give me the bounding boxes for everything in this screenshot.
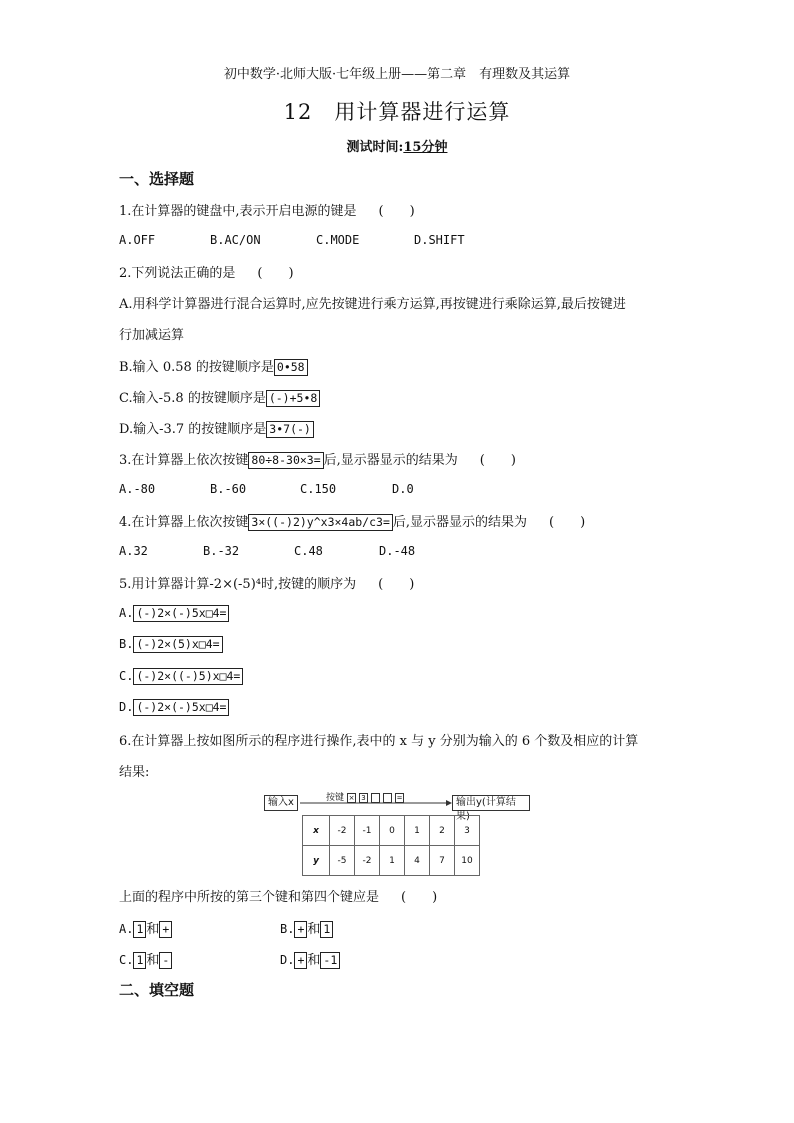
table-cell: 1 — [405, 816, 430, 846]
question-2-text: 2.下列说法正确的是 — [119, 266, 236, 281]
q3-option-c: C.150 — [300, 482, 337, 496]
key-sequence-box: 0•58 — [274, 359, 308, 376]
key-box: + — [294, 921, 307, 938]
table-cell: 1 — [380, 846, 405, 876]
q1-option-d: D.SHIFT — [414, 233, 465, 247]
q1-option-a: A.OFF — [119, 233, 156, 247]
section-heading-choice: 一、选择题 — [119, 170, 195, 188]
section-heading-fill-blank: 二、填空题 — [119, 981, 195, 999]
key-sequence-box: 3×((-)2)y^x3×4ab/c3= — [248, 514, 392, 531]
key-box: - — [159, 952, 172, 969]
q4-option-a: A.32 — [119, 544, 148, 558]
flow-keys — [326, 790, 404, 803]
question-5-stem — [119, 573, 414, 592]
question-5-text: 5.用计算器计算-2×(-5)⁴时,按键的顺序为 — [119, 577, 357, 592]
answer-paren: ( ) — [401, 890, 438, 905]
question-4-prefix: 4.在计算器上依次按键 — [119, 515, 249, 530]
key-sequence-box: 80÷8-30×3= — [248, 452, 323, 469]
q5-option-d — [119, 699, 229, 716]
lesson-number: 12 — [283, 100, 313, 124]
flow-output-box: 输出y(计算结果) — [452, 795, 530, 811]
q2-option-c-text: C.输入-5.8 的按键顺序是 — [119, 391, 266, 406]
flow-keys-label: 按键 — [326, 793, 345, 803]
table-header-y: y — [303, 846, 330, 876]
q5-option-b — [119, 636, 223, 653]
question-6-line2: 结果: — [119, 765, 150, 780]
question-2-stem — [119, 262, 294, 281]
key-multiply: × — [348, 793, 355, 802]
q2-option-d-text: D.输入-3.7 的按键顺序是 — [119, 422, 267, 437]
option-label: B. — [119, 637, 134, 651]
table-row — [303, 846, 480, 876]
question-6-ask — [119, 886, 437, 905]
table-cell: -2 — [355, 846, 380, 876]
q6-option-a — [119, 918, 172, 938]
option-label: B. — [280, 922, 295, 936]
table-cell: -2 — [330, 816, 355, 846]
question-6-text: 上面的程序中所按的第三个键和第四个键应是 — [119, 890, 380, 905]
key-sequence-box: 3•7(-) — [266, 421, 314, 438]
q1-option-c: C.MODE — [316, 233, 360, 247]
question-6-line1: 6.在计算器上按如图所示的程序进行操作,表中的 x 与 y 分别为输入的 6 个数及相应的计算 — [119, 734, 639, 749]
xy-table — [302, 815, 480, 876]
table-cell: 10 — [455, 846, 480, 876]
option-label: C. — [119, 669, 134, 683]
key-three: 3 — [359, 793, 368, 803]
table-header-x: x — [303, 816, 330, 846]
question-3-suffix: 后,显示器显示的结果为 — [323, 453, 458, 468]
option-label: D. — [119, 700, 134, 714]
key-sequence-box: (-)2×((-)5)x□4= — [133, 668, 243, 685]
key-box: -1 — [320, 952, 340, 969]
key-blank-fourth — [383, 793, 392, 803]
key-box: + — [294, 952, 307, 969]
q2-option-a-line1: A.用科学计算器进行混合运算时,应先按键进行乘方运算,再按键进行乘除运算,最后按键进 — [119, 297, 626, 312]
answer-paren: ( ) — [257, 266, 294, 281]
key-sequence-box: (-)+5•8 — [266, 390, 320, 407]
page-title — [0, 96, 794, 126]
q5-option-a — [119, 605, 229, 622]
q4-option-d: D.-48 — [379, 544, 416, 558]
q3-option-b: B.-60 — [210, 482, 247, 496]
key-sequence-box: (-)2×(5)x□4= — [133, 636, 222, 653]
table-row — [303, 816, 480, 846]
q1-option-b: B.AC/ON — [210, 233, 261, 247]
q2-option-a-line2: 行加减运算 — [119, 328, 185, 343]
option-connector: 和 — [146, 953, 160, 968]
question-3-prefix: 3.在计算器上依次按键 — [119, 453, 249, 468]
option-label: A. — [119, 922, 134, 936]
answer-paren: ( ) — [378, 204, 415, 219]
key-box: 1 — [133, 921, 146, 938]
q4-option-b: B.-32 — [203, 544, 240, 558]
q2-option-b-text: B.输入 0.58 的按键顺序是 — [119, 360, 274, 375]
lesson-title: 用计算器进行运算 — [334, 100, 511, 124]
q2-option-d — [119, 418, 314, 438]
key-box: 1 — [320, 921, 333, 938]
question-4-suffix: 后,显示器显示的结果为 — [392, 515, 528, 530]
page-header: 初中数学·北师大版·七年级上册——第二章 有理数及其运算 — [223, 67, 571, 82]
option-label: D. — [280, 953, 295, 967]
key-sequence-box: (-)2×(-)5x□4= — [133, 699, 229, 716]
flow-input-box: 输入x — [264, 795, 298, 811]
q6-option-c — [119, 949, 172, 969]
q6-option-b — [280, 918, 333, 938]
key-sequence-box: (-)2×(-)5x□4= — [133, 605, 229, 622]
table-cell: 2 — [430, 816, 455, 846]
q6-option-d — [280, 949, 340, 969]
key-blank-third — [371, 793, 380, 803]
table-cell: 0 — [380, 816, 405, 846]
question-4-stem — [119, 511, 585, 531]
option-label: A. — [119, 606, 134, 620]
key-box: 1 — [133, 952, 146, 969]
q3-option-a: A.-80 — [119, 482, 156, 496]
table-cell: -5 — [330, 846, 355, 876]
table-cell: 4 — [405, 846, 430, 876]
option-connector: 和 — [146, 922, 160, 937]
answer-paren: ( ) — [378, 577, 415, 592]
table-cell: -1 — [355, 816, 380, 846]
test-time — [0, 136, 794, 155]
answer-paren: ( ) — [549, 515, 586, 530]
question-1-text: 1.在计算器的键盘中,表示开启电源的键是 — [119, 204, 357, 219]
option-label: C. — [119, 953, 134, 967]
option-connector: 和 — [307, 953, 321, 968]
question-3-stem — [119, 449, 516, 469]
q2-option-c — [119, 387, 320, 407]
question-1-stem — [119, 200, 415, 219]
table-cell: 7 — [430, 846, 455, 876]
test-time-value: 15分钟 — [403, 140, 448, 155]
option-connector: 和 — [307, 922, 321, 937]
key-box: + — [159, 921, 172, 938]
table-cell: 3 — [455, 816, 480, 846]
q2-option-b — [119, 356, 308, 376]
test-time-label: 测试时间: — [346, 140, 404, 155]
q4-option-c: C.48 — [294, 544, 323, 558]
q3-option-d: D.0 — [392, 482, 414, 496]
q5-option-c — [119, 668, 243, 685]
answer-paren: ( ) — [479, 453, 516, 468]
key-equals: = — [396, 793, 403, 802]
